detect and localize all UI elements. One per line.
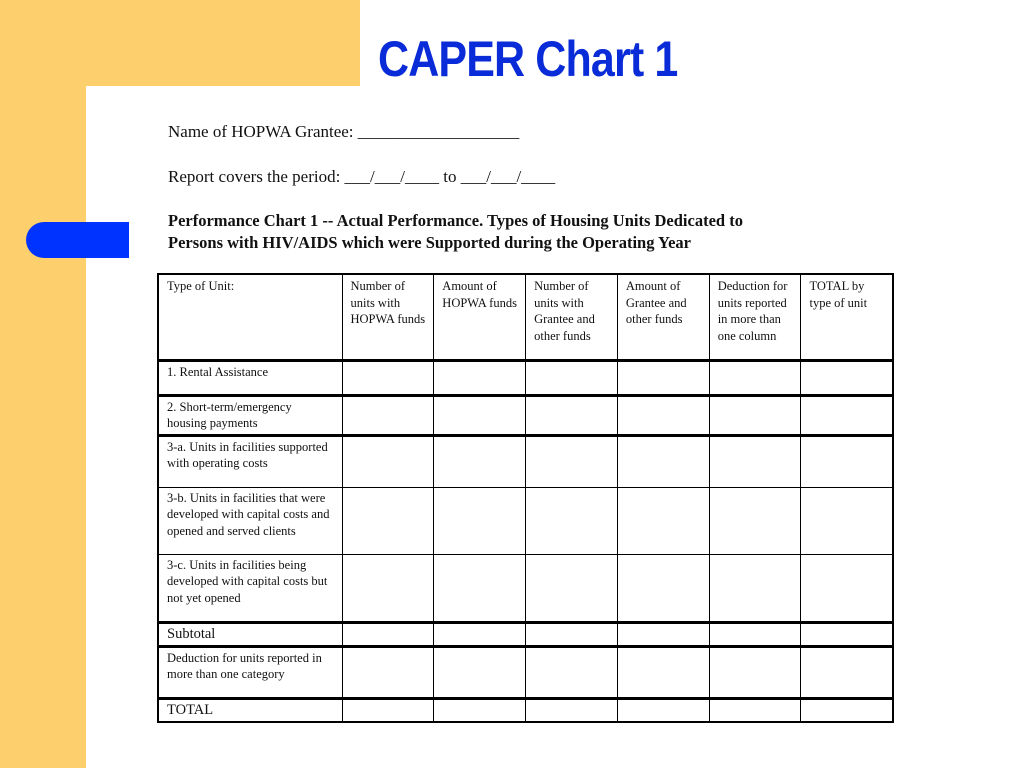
table-cell — [617, 487, 709, 554]
table-cell — [617, 435, 709, 487]
table-cell — [434, 554, 526, 622]
table-cell — [617, 698, 709, 722]
table-cell — [526, 395, 618, 435]
table-row — [158, 435, 893, 487]
row-label: 2. Short-term/emergency housing payments — [158, 395, 342, 435]
table-cell — [801, 487, 893, 554]
table-cell — [617, 554, 709, 622]
table-cell — [342, 360, 434, 395]
table-cell — [709, 360, 801, 395]
table-cell — [526, 646, 618, 698]
table-cell — [617, 622, 709, 646]
table-cell — [801, 435, 893, 487]
header-units-hopwa: Number of units with HOPWA funds — [342, 274, 434, 360]
table-cell — [709, 435, 801, 487]
table-header-row — [158, 274, 893, 360]
table-row — [158, 646, 893, 698]
chart-heading-line-1: Performance Chart 1 -- Actual Performance. Types of Housing Units Dedicated to — [168, 211, 743, 230]
table-row — [158, 395, 893, 435]
table-cell — [434, 646, 526, 698]
table-cell — [526, 435, 618, 487]
decorative-rounded-corner — [86, 86, 146, 146]
table-cell — [801, 395, 893, 435]
header-type-of-unit: Type of Unit: — [158, 274, 342, 360]
table-cell — [617, 360, 709, 395]
table-cell — [526, 622, 618, 646]
performance-table — [157, 273, 894, 723]
header-amount-grantee: Amount of Grantee and other funds — [617, 274, 709, 360]
table-cell — [342, 554, 434, 622]
table-cell — [434, 395, 526, 435]
table-cell — [526, 360, 618, 395]
table-cell — [801, 698, 893, 722]
table-cell — [617, 395, 709, 435]
decorative-left-band — [0, 0, 86, 768]
table-cell — [526, 698, 618, 722]
table-cell — [801, 622, 893, 646]
table-cell — [709, 395, 801, 435]
table-cell — [801, 360, 893, 395]
decorative-blue-bar — [26, 222, 130, 258]
table-cell — [709, 487, 801, 554]
table-cell — [801, 554, 893, 622]
table-row — [158, 554, 893, 622]
table-cell — [342, 646, 434, 698]
table-cell — [342, 487, 434, 554]
row-label: 3-c. Units in facilities being developed with capital costs but not yet opened — [158, 554, 342, 622]
chart-heading-line-2: Persons with HIV/AIDS which were Supported during the Operating Year — [168, 233, 691, 252]
table-cell — [709, 646, 801, 698]
report-period-line: Report covers the period: ___/___/____ to ___/___/____ — [168, 167, 556, 186]
table-cell — [342, 395, 434, 435]
row-label: 1. Rental Assistance — [158, 360, 342, 395]
header-total: TOTAL by type of unit — [801, 274, 893, 360]
row-label: 3-a. Units in facilities supported with operating costs — [158, 435, 342, 487]
table-cell — [709, 554, 801, 622]
grantee-name-line: Name of HOPWA Grantee: ___________________ — [168, 122, 520, 141]
slide-title: CAPER Chart 1 — [378, 31, 678, 87]
table-cell — [434, 360, 526, 395]
chart-heading — [168, 210, 888, 254]
table-cell — [342, 435, 434, 487]
table-cell — [526, 487, 618, 554]
table-cell — [342, 622, 434, 646]
row-label: 3-b. Units in facilities that were developed with capital costs and opened and served clients — [158, 487, 342, 554]
table-row — [158, 487, 893, 554]
table-row — [158, 360, 893, 395]
table-cell — [801, 646, 893, 698]
table-cell — [617, 646, 709, 698]
table-cell — [709, 698, 801, 722]
table-cell — [434, 435, 526, 487]
header-amount-hopwa: Amount of HOPWA funds — [434, 274, 526, 360]
row-label: Subtotal — [158, 622, 342, 646]
table-cell — [434, 487, 526, 554]
table-cell — [709, 622, 801, 646]
table-cell — [526, 554, 618, 622]
table-cell — [434, 698, 526, 722]
table-row-total — [158, 698, 893, 722]
header-units-grantee: Number of units with Grantee and other funds — [526, 274, 618, 360]
table-row-subtotal — [158, 622, 893, 646]
row-label: TOTAL — [158, 698, 342, 722]
table-cell — [434, 622, 526, 646]
header-deduction: Deduction for units reported in more than one column — [709, 274, 801, 360]
table-cell — [342, 698, 434, 722]
row-label: Deduction for units reported in more than one category — [158, 646, 342, 698]
